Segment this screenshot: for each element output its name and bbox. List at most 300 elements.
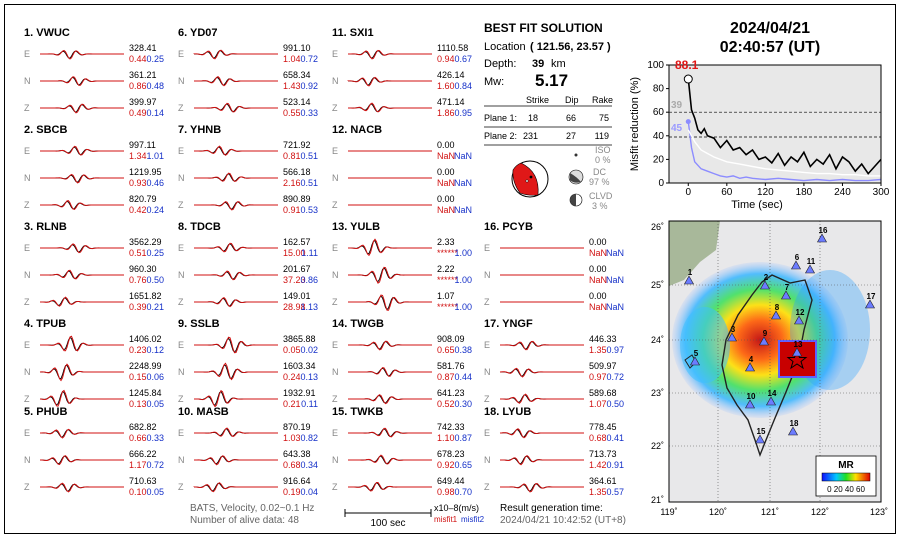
component-label: E (332, 49, 339, 59)
synthetic-waveform (194, 146, 278, 155)
misfit2-value: 1.00 (454, 302, 472, 312)
misfit2-value: 0.91 (606, 460, 624, 470)
misfit1-value: 0.05 (283, 345, 301, 355)
synthetic-waveform (194, 483, 278, 492)
time-scale-bar (345, 509, 431, 517)
misfit1-value: 0.51 (129, 248, 147, 258)
chart-level-a: 39 (671, 100, 683, 111)
plane1-rake: 75 (598, 113, 609, 123)
amplitude-value: 0.00 (589, 237, 607, 247)
amplitude-value: 1651.82 (129, 291, 162, 301)
station-title: 3. RLNB (24, 221, 67, 233)
misfit1-value: 28.98 (283, 302, 306, 312)
misfit2-value: 0.24 (146, 205, 164, 215)
misfit1-value: 1.35 (589, 487, 607, 497)
y-tick-label: 40 (652, 130, 664, 142)
misfit2-value: NaN (605, 302, 624, 312)
station-title: 15. TWKB (332, 406, 384, 418)
amplitude-value: 566.18 (283, 167, 311, 177)
misfit2-value: 0.21 (146, 302, 164, 312)
component-label: Z (178, 103, 184, 113)
component-label: N (24, 455, 31, 465)
component-label: Z (332, 482, 338, 492)
map-station-label: 13 (793, 340, 803, 349)
y-tick-label: 20 (652, 154, 664, 166)
map-x-tick: 121˚ (760, 507, 780, 517)
station-title: 4. TPUB (24, 318, 67, 330)
misfit2-value: 0.06 (146, 372, 164, 382)
misfit1-value: 0.93 (129, 178, 147, 188)
misfit1-value: 1.03 (283, 433, 301, 443)
units-label: x10–8(m/s) (434, 503, 480, 513)
depth-value: 39 (532, 58, 545, 70)
component-label: N (332, 270, 339, 280)
misfit1-value: 1.07 (589, 399, 607, 409)
misfit1-value: ****** (437, 302, 459, 312)
solution-title: BEST FIT SOLUTION (484, 21, 603, 35)
component-label: N (332, 367, 339, 377)
map-x-tick: 123˚ (869, 507, 889, 517)
x-tick-label: 300 (872, 187, 890, 198)
amplitude-value: 678.23 (437, 449, 465, 459)
synthetic-waveform (194, 50, 278, 59)
misfit2-value: 0.51 (300, 151, 318, 161)
dc-value: 97 % (589, 177, 610, 187)
component-label: E (332, 428, 339, 438)
mw-label: Mw: (484, 76, 505, 88)
amplitude-value: 3562.29 (129, 237, 162, 247)
misfit2-value: 0.33 (146, 433, 164, 443)
station-title: 10. MASB (178, 406, 229, 418)
amplitude-value: 713.73 (589, 449, 617, 459)
chart-ylabel: Misfit reduction (%) (629, 76, 641, 172)
gen-time-label: Result generation time: (500, 503, 603, 514)
misfit1-value: 0.21 (283, 399, 301, 409)
synthetic-waveform (194, 456, 278, 465)
misfit1-value: 1.04 (283, 54, 301, 64)
synthetic-waveform (348, 77, 432, 86)
station-yngf (484, 318, 624, 409)
synthetic-waveform (500, 341, 584, 349)
synthetic-waveform (194, 103, 278, 112)
synthetic-waveform (40, 364, 124, 380)
colorbar (822, 473, 870, 481)
component-label: N (24, 270, 31, 280)
start-point-marker (686, 119, 691, 124)
component-label: N (24, 173, 31, 183)
amplitude-value: 641.23 (437, 388, 465, 398)
component-label: N (332, 76, 339, 86)
clvd-label: CLVD (589, 191, 613, 201)
misfit2-value: 1.01 (146, 151, 164, 161)
misfit1-value: 0.52 (437, 399, 455, 409)
station-rlnb (24, 221, 164, 312)
synthetic-waveform (194, 428, 278, 437)
amplitude-value: 643.38 (283, 449, 311, 459)
misfit1-legend: misfit1 (434, 515, 458, 524)
station-twgb (332, 318, 472, 409)
amplitude-value: 721.92 (283, 140, 311, 150)
synthetic-waveform (348, 395, 432, 404)
chart-level-b: 45 (671, 123, 683, 134)
x-tick-label: 180 (795, 187, 813, 198)
map-x-tick: 122˚ (810, 507, 830, 517)
map-y-tick: 21˚ (650, 495, 664, 505)
observed-waveform (194, 272, 278, 279)
misfit1-value: 0.97 (589, 372, 607, 382)
misfit1-value: ****** (437, 275, 459, 285)
misfit2-value: 0.87 (454, 433, 472, 443)
misfit2-value: 0.44 (454, 372, 472, 382)
misfit2-legend: misfit2 (461, 515, 485, 524)
misfit1-value: 0.55 (283, 108, 301, 118)
time-scale-label: 100 sec (370, 518, 406, 529)
map-station-label: 4 (748, 355, 754, 364)
misfit1-value: 0.44 (129, 54, 147, 64)
amplitude-value: 201.67 (283, 264, 311, 274)
station-pcyb (484, 221, 624, 312)
misfit1-value: ****** (437, 248, 459, 258)
component-label: E (178, 428, 185, 438)
synthetic-waveform (500, 484, 584, 492)
misfit2-value: 0.14 (146, 108, 164, 118)
clvd-value: 3 % (592, 201, 608, 211)
component-label: Z (24, 200, 30, 210)
component-label: N (178, 173, 185, 183)
misfit2-value: NaN (453, 178, 472, 188)
map-station-label: 1 (687, 268, 693, 277)
component-label: N (178, 270, 185, 280)
depth-unit: km (551, 58, 566, 70)
component-label: E (178, 243, 185, 253)
amplitude-value: 2.33 (437, 237, 455, 247)
amplitude-value: 364.61 (589, 476, 617, 486)
dip-header: Dip (565, 95, 579, 105)
component-label: Z (24, 482, 30, 492)
misfit2-value: 0.02 (300, 345, 318, 355)
map-station-label: 6 (794, 253, 800, 262)
synthetic-waveform (194, 391, 278, 407)
misfit2-value: 0.05 (146, 487, 164, 497)
amplitude-value: 742.33 (437, 422, 465, 432)
component-label: Z (178, 394, 184, 404)
map-station-label: 3 (730, 325, 736, 334)
misfit2-value: 0.04 (300, 487, 318, 497)
synthetic-waveform (40, 104, 124, 113)
misfit1-value: 0.24 (283, 372, 301, 382)
misfit2-value: 0.05 (146, 399, 164, 409)
synthetic-waveform (348, 341, 432, 350)
station-title: 13. YULB (332, 221, 381, 233)
location-label: Location (484, 41, 526, 53)
component-label: Z (484, 297, 490, 307)
station-title: 7. YHNB (178, 124, 222, 136)
amplitude-value: 710.63 (129, 476, 157, 486)
component-label: E (332, 243, 339, 253)
observed-waveform (40, 392, 124, 405)
misfit1-value: 0.15 (129, 372, 147, 382)
synthetic-waveform (40, 336, 124, 351)
station-sbcb (24, 124, 164, 215)
misfit2-value: 0.65 (454, 460, 472, 470)
component-label: N (24, 367, 31, 377)
misfit2-value: 1.00 (454, 275, 472, 285)
amplitude-value: 523.14 (283, 97, 311, 107)
misfit1-value: 1.35 (589, 345, 607, 355)
map-station-label: 12 (795, 308, 805, 317)
y-tick-label: 80 (652, 83, 664, 95)
misfit2-value: 1.13 (300, 302, 318, 312)
misfit1-value: 0.76 (129, 275, 147, 285)
misfit1-value: 0.91 (283, 205, 301, 215)
plane2-label: Plane 2: (484, 131, 518, 141)
iso-value: 0 % (595, 155, 611, 165)
plane2-strike: 231 (522, 131, 538, 141)
component-label: Z (332, 103, 338, 113)
component-label: E (24, 49, 31, 59)
synthetic-waveform (40, 297, 124, 306)
amplitude-value: 1219.95 (129, 167, 162, 177)
amplitude-value: 890.89 (283, 194, 311, 204)
misfit1-value: 0.65 (437, 345, 455, 355)
misfit2-value: 0.72 (146, 460, 164, 470)
misfit2-value: 0.41 (606, 433, 624, 443)
component-label: N (332, 455, 339, 465)
component-label: E (178, 146, 185, 156)
amplitude-value: 870.19 (283, 422, 311, 432)
depth-label: Depth: (484, 58, 517, 70)
component-label: Z (24, 297, 30, 307)
amplitude-value: 0.00 (437, 194, 455, 204)
x-tick-label: 60 (721, 187, 733, 198)
misfit2-value: 0.50 (146, 275, 164, 285)
misfit2-value: 0.95 (454, 108, 472, 118)
component-label: N (178, 367, 185, 377)
amplitude-value: 2248.99 (129, 361, 162, 371)
component-label: N (484, 367, 491, 377)
iso-icon (575, 154, 578, 157)
misfit1-value: 1.34 (129, 151, 147, 161)
misfit1-value: 0.92 (437, 460, 455, 470)
misfit1-value: 0.94 (437, 54, 455, 64)
amplitude-value: 471.14 (437, 97, 465, 107)
component-label: E (484, 243, 491, 253)
station-title: 14. TWGB (332, 318, 384, 330)
misfit1-value: NaN (437, 151, 456, 161)
synthetic-waveform (194, 243, 278, 252)
misfit2-value: 0.50 (606, 399, 624, 409)
amplitude-value: 1110.58 (437, 43, 469, 53)
map-station-label: 2 (763, 273, 769, 282)
synthetic-waveform (348, 428, 432, 436)
plane1-label: Plane 1: (484, 113, 518, 123)
dc-label: DC (593, 167, 606, 177)
misfit1-value: NaN (437, 205, 456, 215)
synthetic-waveform (500, 456, 584, 465)
amplitude-value: 1406.02 (129, 334, 162, 344)
misfit1-value: 0.39 (129, 302, 147, 312)
map-x-tick: 120˚ (708, 507, 728, 517)
map-station-label: 5 (693, 349, 699, 358)
misfit2-value: 0.67 (454, 54, 472, 64)
misfit1-value: 0.86 (129, 81, 147, 91)
amplitude-value: 682.82 (129, 422, 157, 432)
component-label: E (484, 428, 491, 438)
footer (190, 503, 626, 529)
component-label: E (484, 340, 491, 350)
component-label: N (484, 455, 491, 465)
misfit1-value: 0.81 (283, 151, 301, 161)
location-value: ( 121.56, 23.57 ) (530, 41, 611, 53)
misfit-reduction-chart (629, 58, 890, 211)
misfit1-value: 1.60 (437, 81, 455, 91)
map-station-label: 8 (774, 303, 780, 312)
map-station-label: 7 (784, 283, 790, 292)
component-label: E (24, 340, 31, 350)
misfit1-value: 0.19 (283, 487, 301, 497)
misfit2-value: 0.12 (146, 345, 164, 355)
misfit1-value: 2.16 (283, 178, 301, 188)
amplitude-value: 0.00 (437, 167, 455, 177)
synthetic-waveform (348, 103, 432, 112)
map-station-label: 17 (866, 292, 876, 301)
misfit1-value: NaN (589, 302, 608, 312)
component-label: Z (332, 394, 338, 404)
component-label: E (24, 146, 31, 156)
misfit2-value: 0.25 (146, 54, 164, 64)
amplitude-value: 426.14 (437, 70, 465, 80)
component-label: E (24, 243, 31, 253)
plane2-rake: 119 (594, 131, 609, 141)
x-tick-label: 240 (834, 187, 851, 198)
misfit1-value: 0.42 (129, 205, 147, 215)
max-point-marker (684, 75, 692, 83)
component-label: N (484, 270, 491, 280)
misfit2-value: 0.92 (300, 81, 318, 91)
misfit2-value: 0.72 (300, 54, 318, 64)
misfit2-value: 0.57 (606, 487, 624, 497)
amplitude-value: 1.07 (437, 291, 455, 301)
strike-header: Strike (526, 95, 550, 105)
rake-header: Rake (592, 95, 614, 105)
x-tick-label: 0 (685, 187, 692, 198)
synthetic-waveform (348, 455, 432, 464)
component-label: Z (178, 297, 184, 307)
misfit1-value: 0.68 (589, 433, 607, 443)
event-date: 2024/04/21 (729, 20, 811, 37)
component-label: Z (178, 482, 184, 492)
map-station-label: 18 (789, 419, 799, 428)
misfit2-value: NaN (453, 151, 472, 161)
misfit1-value: 0.87 (437, 372, 455, 382)
map-station-label: 14 (767, 389, 777, 398)
station-sxi1 (332, 27, 472, 118)
amplitude-value: 3865.88 (283, 334, 316, 344)
plane1-dip: 66 (565, 113, 576, 123)
station-masb (178, 406, 318, 497)
misfit1-value: 1.10 (437, 433, 455, 443)
observed-waveform (500, 369, 584, 376)
amplitude-value: 1603.34 (283, 361, 316, 371)
synthetic-waveform (40, 201, 124, 210)
amplitude-value: 649.44 (437, 476, 465, 486)
amplitude-value: 0.00 (589, 291, 607, 301)
amplitude-value: 908.09 (437, 334, 465, 344)
component-label: E (24, 428, 31, 438)
synthetic-waveform (500, 394, 584, 403)
component-label: N (178, 455, 185, 465)
solution-panel (484, 21, 613, 211)
component-label: Z (178, 200, 184, 210)
map-y-tick: 25˚ (650, 280, 664, 290)
colorbar-ticks: 0 20 40 60 (827, 485, 865, 494)
event-time: 02:40:57 (UT) (719, 39, 821, 56)
station-title: 16. PCYB (484, 221, 533, 233)
misfit2-value: 0.33 (300, 108, 318, 118)
x-tick-label: 120 (757, 187, 774, 198)
component-label: Z (332, 200, 338, 210)
amplitude-value: 446.33 (589, 334, 617, 344)
component-label: Z (484, 394, 490, 404)
station-title: 18. LYUB (484, 406, 532, 418)
synthetic-waveform (40, 429, 124, 438)
plane1-strike: 18 (527, 113, 538, 123)
footer-info1: BATS, Velocity, 0.02~0.1 Hz (190, 503, 315, 514)
amplitude-value: 589.68 (589, 388, 617, 398)
misfit2-value: 0.53 (300, 205, 318, 215)
station-title: 12. NACB (332, 124, 383, 136)
amplitude-value: 149.01 (283, 291, 311, 301)
misfit1-value: 0.68 (283, 460, 301, 470)
misfit2-value: NaN (453, 205, 472, 215)
synthetic-waveform (348, 267, 432, 283)
misfit2-value: 0.30 (454, 399, 472, 409)
map-y-tick: 26˚ (650, 222, 664, 232)
station-sslb (178, 318, 318, 409)
misfit1-value: NaN (589, 248, 608, 258)
synthetic-waveform (194, 298, 278, 307)
station-lyub (484, 406, 624, 497)
synthetic-waveform (40, 483, 124, 492)
map-station-label: 15 (756, 427, 766, 436)
station-nacb (332, 124, 472, 215)
misfit2-value: 0.70 (454, 487, 472, 497)
iso-label: ISO (595, 145, 611, 155)
component-label: N (178, 76, 185, 86)
station-vwuc (24, 27, 164, 118)
misfit1-value: NaN (589, 275, 608, 285)
amplitude-value: 658.34 (283, 70, 311, 80)
synthetic-waveform (194, 77, 278, 86)
component-label: N (24, 76, 31, 86)
synthetic-waveform (194, 363, 278, 379)
amplitude-value: 991.10 (283, 43, 311, 53)
map-station-label: 11 (806, 257, 816, 266)
mw-value: 5.17 (535, 71, 569, 90)
misfit2-value: 0.72 (606, 372, 624, 382)
y-tick-label: 100 (647, 60, 664, 71)
amplitude-value: 1932.91 (283, 388, 316, 398)
amplitude-value: 361.21 (129, 70, 157, 80)
chart-max-annotation: 88.1 (675, 58, 699, 72)
misfit2-value: 0.46 (146, 178, 164, 188)
misfit2-value: 0.86 (300, 275, 318, 285)
clvd-icon (570, 194, 582, 206)
misfit1-value: 0.66 (129, 433, 147, 443)
map-station-label: 16 (818, 226, 828, 235)
amplitude-value: 1245.84 (129, 388, 162, 398)
misfit1-value: NaN (437, 178, 456, 188)
